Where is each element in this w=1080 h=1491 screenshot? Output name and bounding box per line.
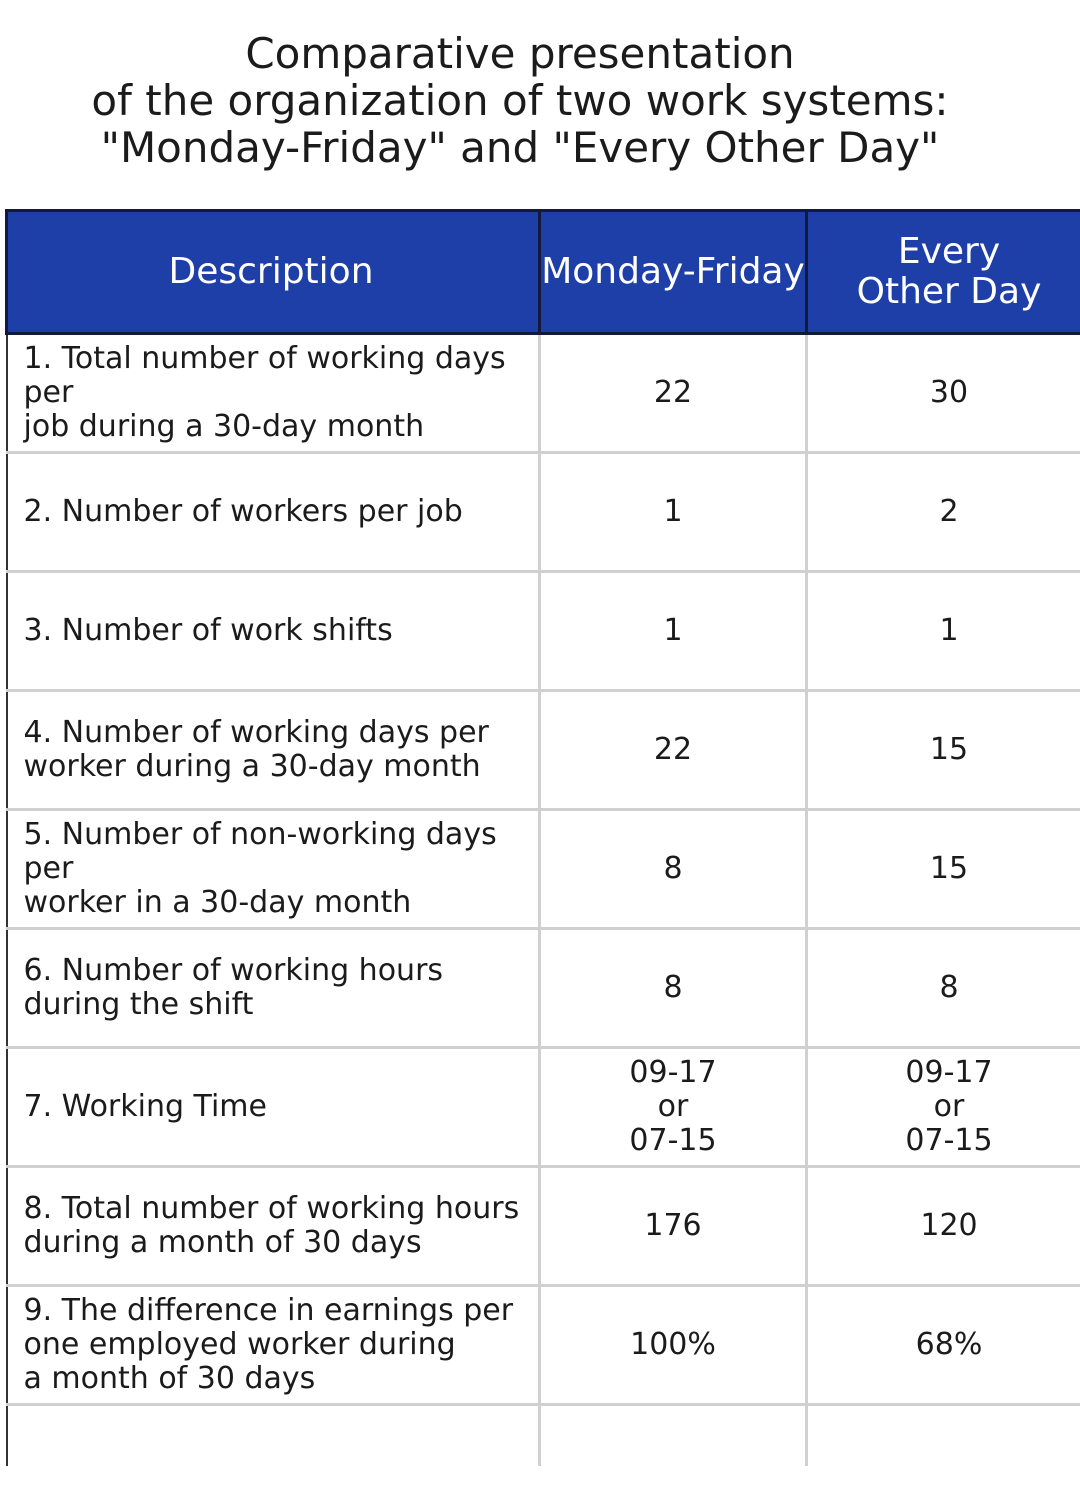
table-row-empty bbox=[7, 1405, 1080, 1467]
page-title bbox=[0, 30, 1040, 171]
row-1-description: 1. Total number of working days per job during a 30-day month bbox=[7, 334, 540, 453]
comparison-table bbox=[5, 209, 1080, 1466]
row-6-every-other-day: 8 bbox=[807, 929, 1080, 1048]
table-row bbox=[7, 929, 1080, 1048]
row-3-monday-friday: 1 bbox=[540, 572, 807, 691]
title-line-3: "Monday-Friday" and "Every Other Day" bbox=[100, 123, 940, 172]
row-1-monday-friday: 22 bbox=[540, 334, 807, 453]
row-8-monday-friday: 176 bbox=[540, 1167, 807, 1286]
row-9-description: 9. The difference in earnings per one employed worker during a month of 30 days bbox=[7, 1286, 540, 1405]
header-every-other-day bbox=[807, 211, 1080, 334]
table-row bbox=[7, 1286, 1080, 1405]
row-6-monday-friday: 8 bbox=[540, 929, 807, 1048]
row-4-description: 4. Number of working days per worker during a 30-day month bbox=[7, 691, 540, 810]
row-7-every-other-day: 09-17 or 07-15 bbox=[807, 1048, 1080, 1167]
header-every-other-day-line1: Every bbox=[897, 231, 1001, 272]
table-row bbox=[7, 453, 1080, 572]
table-row bbox=[7, 1167, 1080, 1286]
row-5-description: 5. Number of non-working days per worker in a 30-day month bbox=[7, 810, 540, 929]
title-line-1: Comparative presentation bbox=[245, 29, 795, 78]
row-3-every-other-day: 1 bbox=[807, 572, 1080, 691]
row-4-monday-friday: 22 bbox=[540, 691, 807, 810]
empty-cell bbox=[807, 1405, 1080, 1467]
header-description: Description bbox=[7, 211, 540, 334]
row-8-description: 8. Total number of working hours during a month of 30 days bbox=[7, 1167, 540, 1286]
empty-cell bbox=[540, 1405, 807, 1467]
table-row bbox=[7, 1048, 1080, 1167]
table-row bbox=[7, 334, 1080, 453]
row-3-description: 3. Number of work shifts bbox=[7, 572, 540, 691]
header-monday-friday: Monday-Friday bbox=[540, 211, 807, 334]
table-row bbox=[7, 810, 1080, 929]
row-1-every-other-day: 30 bbox=[807, 334, 1080, 453]
title-line-2: of the organization of two work systems: bbox=[91, 76, 949, 125]
table-row bbox=[7, 691, 1080, 810]
row-5-monday-friday: 8 bbox=[540, 810, 807, 929]
row-7-monday-friday: 09-17 or 07-15 bbox=[540, 1048, 807, 1167]
row-7-description: 7. Working Time bbox=[7, 1048, 540, 1167]
row-5-every-other-day: 15 bbox=[807, 810, 1080, 929]
table-row bbox=[7, 572, 1080, 691]
row-6-description: 6. Number of working hours during the shift bbox=[7, 929, 540, 1048]
row-8-every-other-day: 120 bbox=[807, 1167, 1080, 1286]
row-2-every-other-day: 2 bbox=[807, 453, 1080, 572]
empty-cell bbox=[7, 1405, 540, 1467]
row-2-monday-friday: 1 bbox=[540, 453, 807, 572]
header-every-other-day-line2: Other Day bbox=[856, 271, 1042, 312]
table-header-row bbox=[7, 211, 1080, 334]
row-4-every-other-day: 15 bbox=[807, 691, 1080, 810]
row-9-every-other-day: 68% bbox=[807, 1286, 1080, 1405]
row-9-monday-friday: 100% bbox=[540, 1286, 807, 1405]
row-2-description: 2. Number of workers per job bbox=[7, 453, 540, 572]
